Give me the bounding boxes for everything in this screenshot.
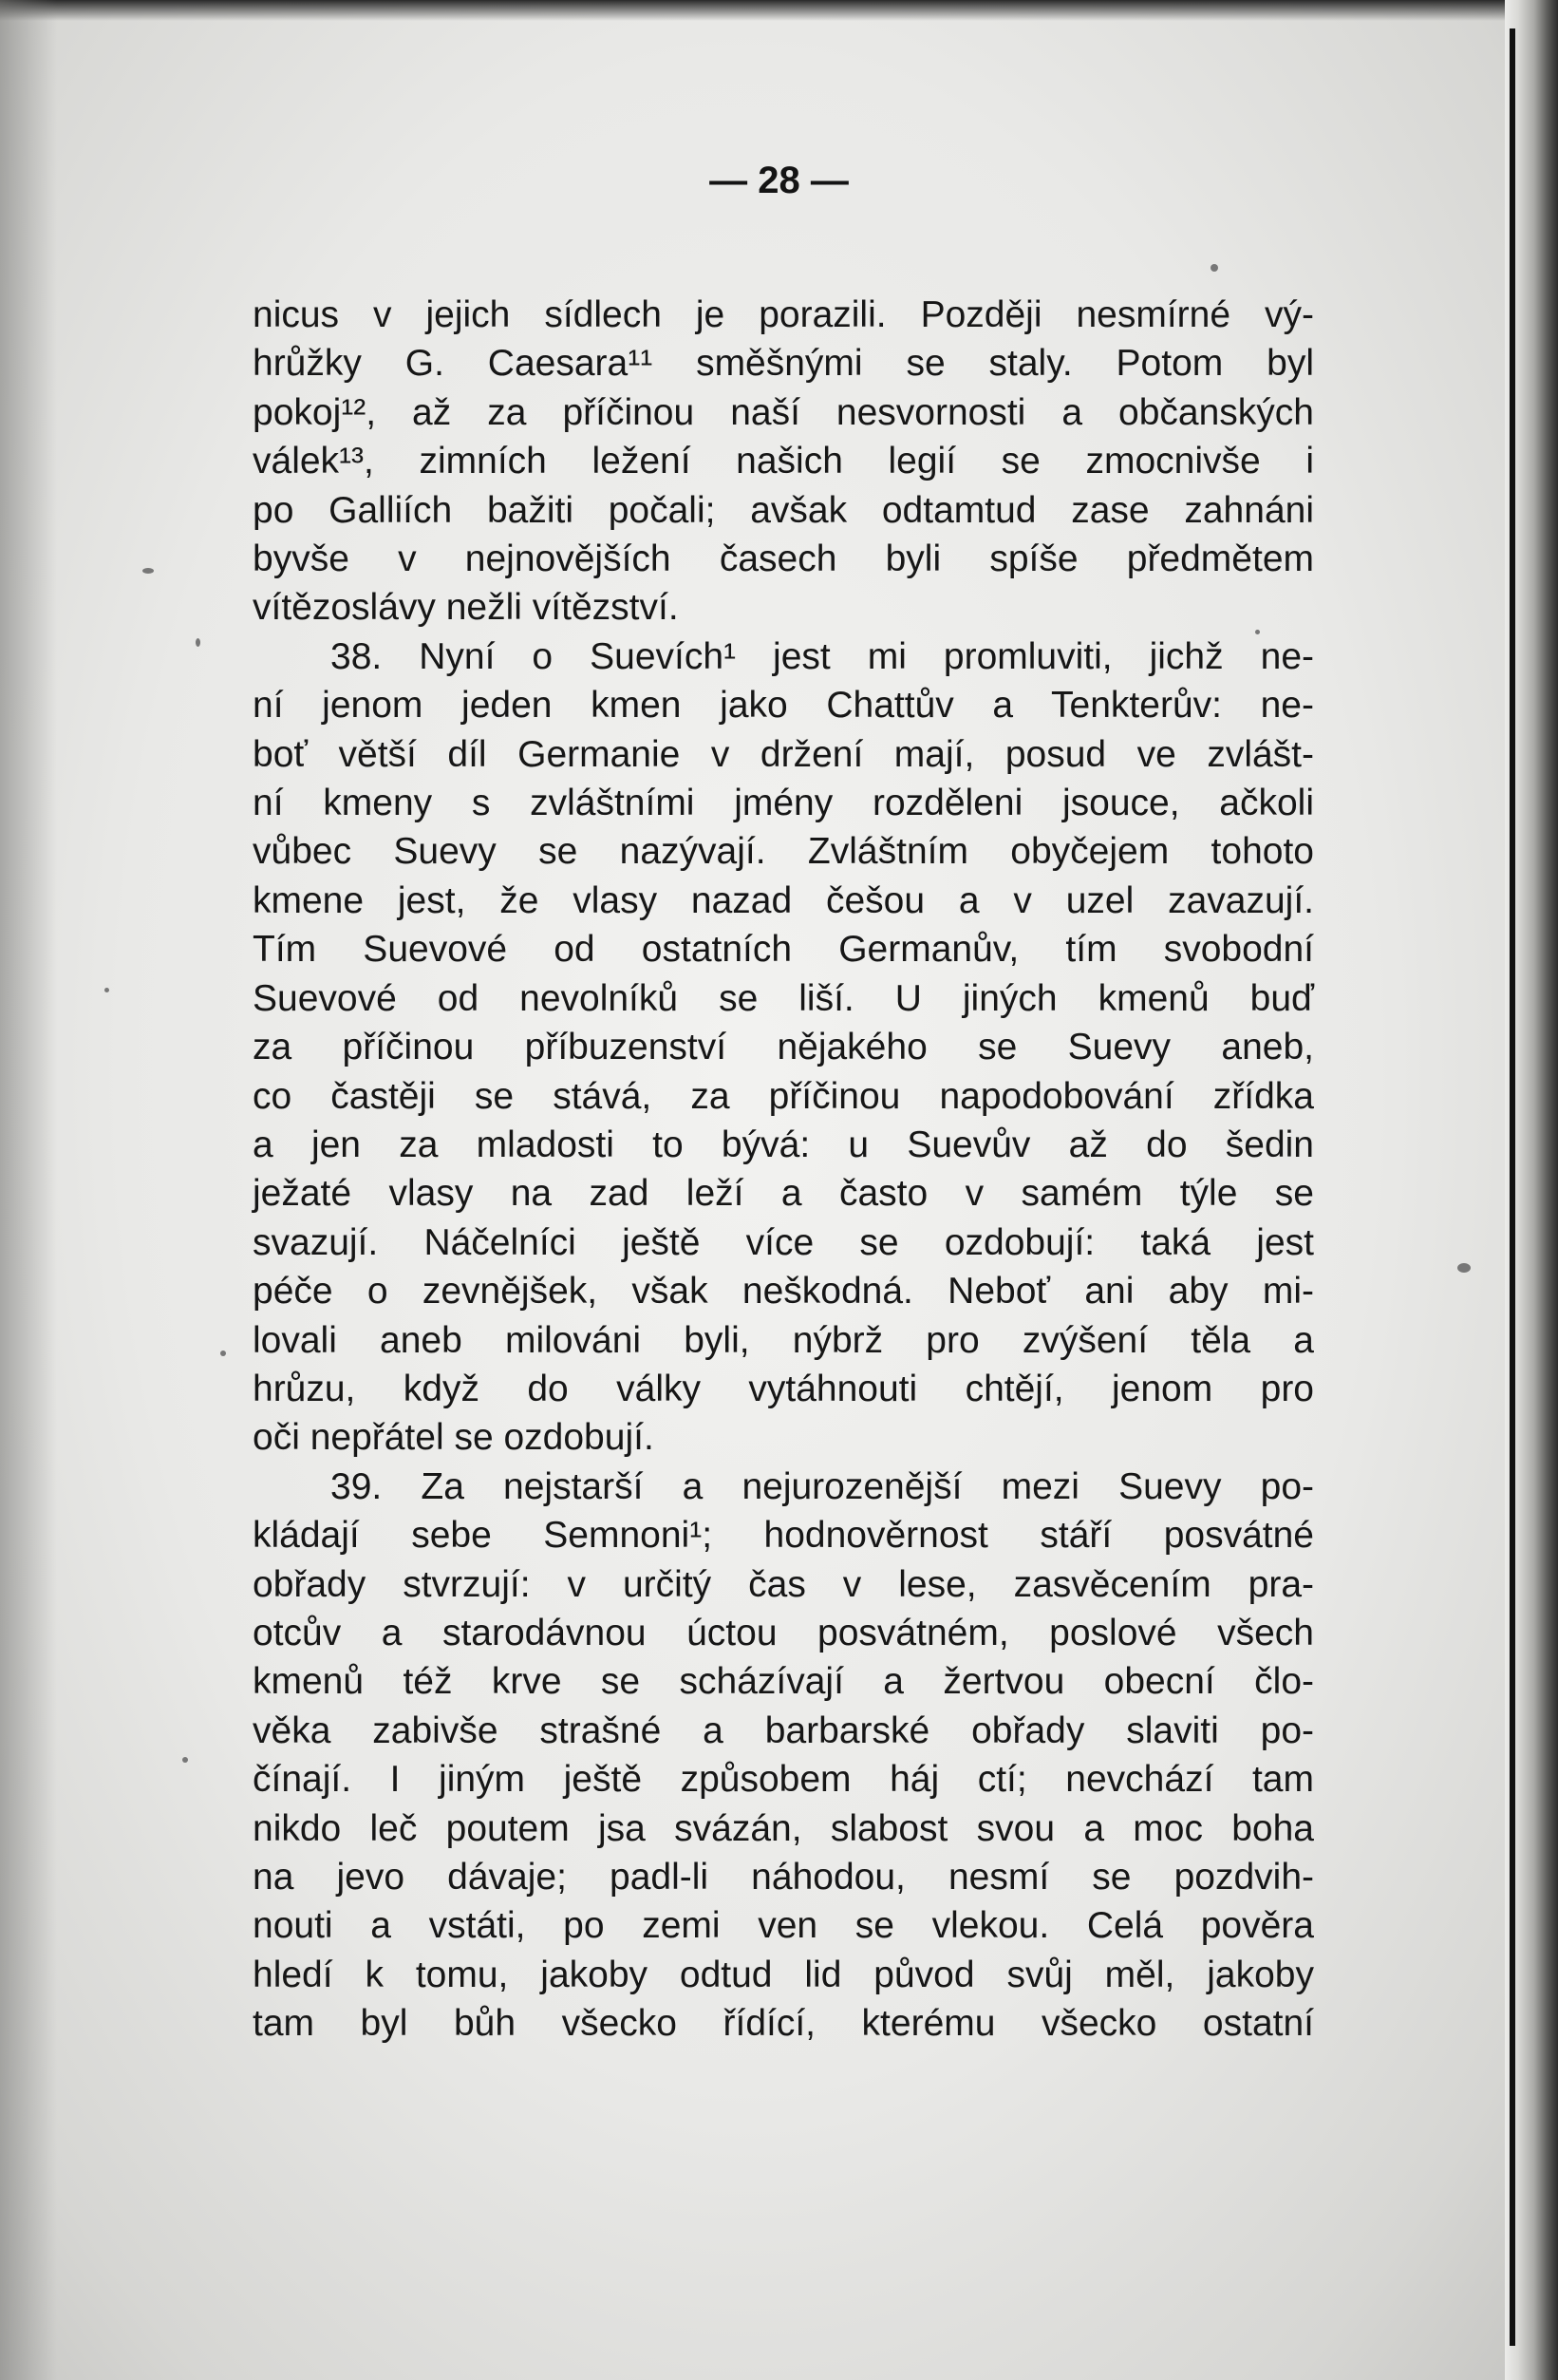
text-line: za příčinou příbuzenství nějakého se Suevy aneb, <box>253 1027 1314 1068</box>
dust-speck <box>104 988 109 992</box>
text-line: kládají sebe Semnoni¹; hodnověrnost stáří posvátné <box>253 1515 1314 1557</box>
dust-speck <box>1211 264 1218 272</box>
text-line: Tím Suevové od ostatních Germanův, tím svobodní <box>253 929 1314 971</box>
body-text <box>253 291 1314 2049</box>
text-line: čínají. I jiným ještě způsobem háj ctí; nevchází tam <box>253 1759 1314 1801</box>
text-line: nicus v jejich sídlech je porazili. Později nesmírné vý- <box>253 294 1314 335</box>
page-number: — 28 — <box>709 160 849 201</box>
text-line: 38. Nyní o Suevích¹ jest mi promluviti, jichž ne- <box>330 635 1314 677</box>
dust-speck <box>142 568 154 574</box>
dust-speck <box>220 1351 226 1356</box>
text-line: tam byl bůh všecko řídící, kterému všecko ostatní <box>253 2003 1314 2045</box>
text-line: kmenů též krve se scházívají a žertvou obecní člo- <box>253 1661 1314 1703</box>
scan-left-shadow <box>0 0 57 2380</box>
text-line: vítězoslávy nežli vítězství. <box>253 587 679 629</box>
text-line: Suevové od nevolníků se liší. U jiných kmenů buď <box>253 977 1314 1019</box>
dust-speck <box>182 1757 188 1763</box>
dust-speck <box>1457 1263 1471 1273</box>
text-line: co častěji se stává, za příčinou napodobování zřídka <box>253 1075 1314 1117</box>
dust-speck <box>196 638 200 647</box>
text-line: ježaté vlasy na zad leží a často v samém týle se <box>253 1173 1314 1215</box>
scan-top-shadow <box>0 0 1558 21</box>
text-line: hledí k tomu, jakoby odtud lid původ svůj měl, jakoby <box>253 1954 1314 1995</box>
text-line: hrůžky G. Caesara¹¹ směšnými se staly. Potom byl <box>253 343 1314 385</box>
text-line: boť větší díl Germanie v držení mají, posud ve zvlášt- <box>253 733 1314 775</box>
text-line: ní jenom jeden kmen jako Chattův a Tenkterův: ne- <box>253 685 1314 727</box>
text-line: hrůzu, když do války vytáhnouti chtějí, jenom pro <box>253 1368 1314 1409</box>
text-line: vůbec Suevy se nazývají. Zvláštním obyčejem tohoto <box>253 831 1314 873</box>
text-line: na jevo dávaje; padl-li náhodou, nesmí se pozdvih- <box>253 1857 1314 1898</box>
book-spine-line <box>1510 28 1515 2346</box>
text-line: 39. Za nejstarší a nejurozenější mezi Suevy po- <box>330 1465 1314 1507</box>
text-line: svazují. Náčelníci ještě více se ozdobují: taká jest <box>253 1221 1314 1263</box>
text-line: kmene jest, že vlasy nazad češou a v uzel zavazují. <box>253 879 1314 921</box>
text-line: byvše v nejnovějších časech byli spíše předmětem <box>253 538 1314 580</box>
text-line: otcův a starodávnou úctou posvátném, poslové všech <box>253 1612 1314 1653</box>
text-line: nikdo leč poutem jsa svázán, slabost svou a moc boha <box>253 1807 1314 1849</box>
text-line: po Galliích bažiti počali; avšak odtamtud zase zahnáni <box>253 489 1314 531</box>
text-line: lovali aneb milováni byli, nýbrž pro zvýšení těla a <box>253 1319 1314 1361</box>
text-line: pokoj¹², až za příčinou naší nesvornosti a občanských <box>253 391 1314 433</box>
text-line: věka zabivše strašné a barbarské obřady slaviti po- <box>253 1709 1314 1751</box>
text-line: péče o zevnějšek, však neškodná. Neboť ani aby mi- <box>253 1271 1314 1313</box>
text-line: válek¹³, zimních ležení našich legií se zmocnivše i <box>253 441 1314 482</box>
text-line: ní kmeny s zvláštními jmény rozděleni jsouce, ačkoli <box>253 783 1314 824</box>
text-line: a jen za mladosti to bývá: u Suevův až do šedin <box>253 1124 1314 1165</box>
text-line: oči nepřátel se ozdobují. <box>253 1417 654 1459</box>
text-line: nouti a vstáti, po zemi ven se vlekou. Celá pověra <box>253 1905 1314 1947</box>
text-line: obřady stvrzují: v určitý čas v lese, zasvěcením pra- <box>253 1563 1314 1605</box>
